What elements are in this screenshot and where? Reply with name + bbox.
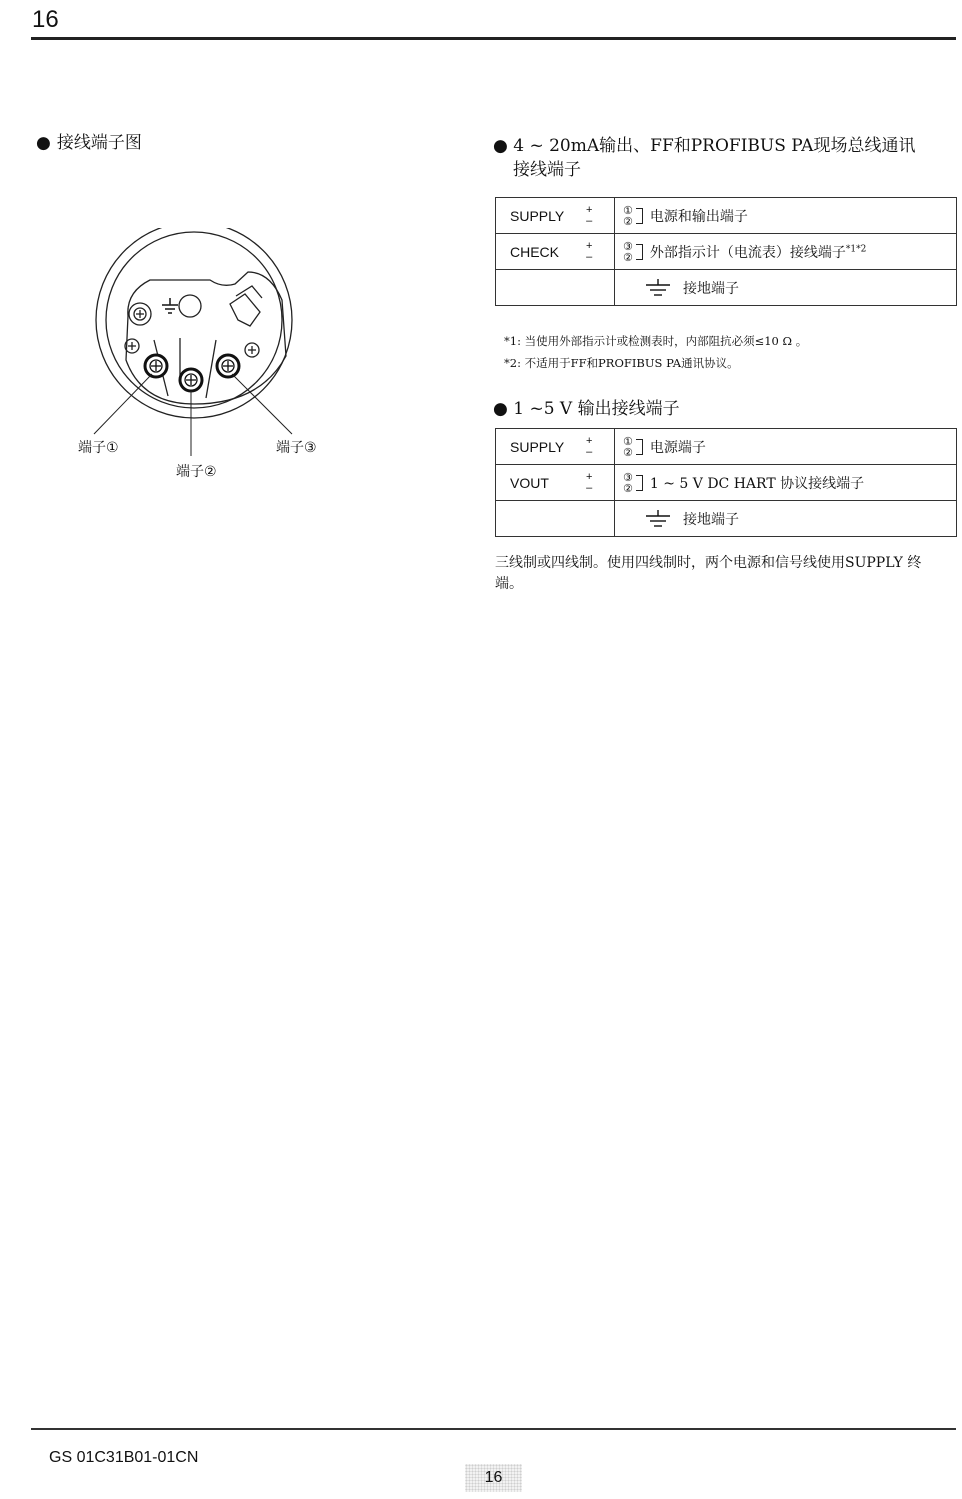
ground-description: 接地端子 [683,280,739,297]
bracket-icon [636,208,643,224]
header-rule [31,37,956,40]
section2-heading: ● 1 ~5 V 输出接线端子 [493,399,680,419]
ground-icon [645,279,671,297]
ground-symbol-icon [162,298,178,313]
section1-heading: ● 4 ~ 20mA输出、FF和PROFIBUS PA现场总线通讯 接线端子 [493,136,916,180]
terminal-numbers: ① ② [623,434,633,459]
table-row [496,465,957,501]
header-page-number: 16 [32,6,59,33]
bullet-icon: ● [493,399,508,419]
terminal-description: 1 ~ 5 V DC HART 协议接线端子 [649,475,865,492]
document-id: GS 01C31B01-01CN [49,1449,199,1466]
bracket-icon [636,244,643,260]
section1-terminal-table [495,197,957,306]
terminal-numbers: ① ② [623,203,633,228]
note-1: *1: 当使用外部指示计或检测表时，内部阻抗必须≤10 Ω 。 [504,334,808,348]
terminal-description: 外部指示计（电流表）接线端子$^{*1*2}$ [649,243,867,261]
polarity-marks: + – [586,203,593,227]
table-row [496,234,957,270]
terminal-label: SUPPLY [510,207,565,224]
ground-icon [645,510,671,528]
bracket-icon [636,439,643,455]
wiring-note-paragraph: 三线制或四线制。使用四线制时，两个电源和信号线使用SUPPLY 终端。 [495,555,922,592]
bullet-icon: ● [36,133,51,153]
empty-hole-icon [179,295,201,317]
wiring-diagram-heading: ● 接线端子图 [36,133,142,153]
callout-terminal-2: 端子② [176,464,217,480]
polarity-marks: + – [586,239,593,263]
ground-description: 接地端子 [683,511,739,528]
polarity-marks: + – [586,434,593,458]
table-row [496,270,957,306]
table-row [496,501,957,537]
table-row [496,429,957,465]
polarity-marks: + – [586,470,593,494]
terminal-label: VOUT [510,474,549,491]
callout-terminal-1: 端子① [78,440,119,456]
bracket-icon [636,475,643,491]
footer-rule [31,1428,956,1430]
table-row [496,198,957,234]
terminal-numbers: ③ ② [623,239,633,264]
note-2: *2: 不适用于FF和PROFIBUS PA通讯协议。 [504,356,739,370]
section2-terminal-table [495,428,957,537]
callout-terminal-3: 端子③ [276,440,317,456]
terminal-description: 电源和输出端子 [649,208,748,225]
terminal-block-outline [126,272,286,404]
terminal-label: SUPPLY [510,438,565,455]
terminal-numbers: ③ ② [623,470,633,495]
terminal-description: 电源端子 [649,439,706,456]
bullet-icon: ● [493,136,508,156]
footer-page-number: 16 [465,1464,522,1492]
terminal-label: CHECK [510,243,560,260]
connector-icon [230,294,260,326]
